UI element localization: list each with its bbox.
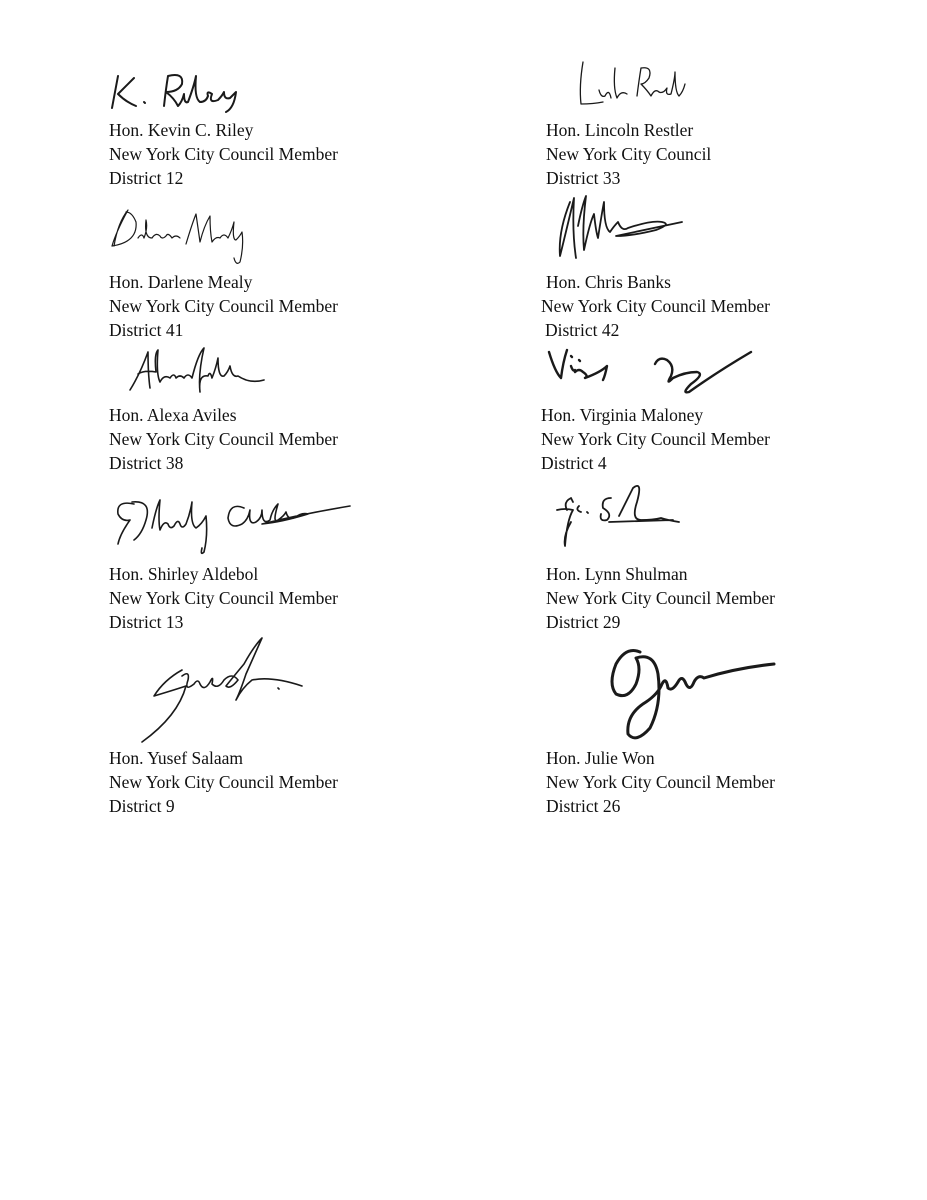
signatory-district: District 29 (546, 612, 621, 632)
signatory-block-2 (546, 118, 711, 190)
signatory-title: New York City Council Member (541, 429, 770, 449)
signatory-name: Hon. Virginia Maloney (541, 405, 704, 425)
signature-aldebol-icon (112, 490, 354, 558)
signature-shulman-icon (553, 480, 685, 550)
signatory-block-8 (546, 562, 775, 634)
signatory-title: New York City Council (546, 144, 712, 164)
signatory-title: New York City Council Member (109, 296, 338, 316)
signatory-district: District 12 (109, 168, 184, 188)
signatory-block-1 (109, 118, 338, 190)
signatory-name: Hon. Chris Banks (546, 272, 671, 292)
signatory-district: District 4 (541, 453, 607, 473)
signature-won-icon (606, 644, 780, 742)
signatory-block-5 (109, 403, 338, 475)
signatory-name: Hon. Yusef Salaam (109, 748, 243, 768)
signatory-block-3 (109, 270, 338, 342)
signatory-name: Hon. Alexa Aviles (109, 405, 237, 425)
signatory-block-10 (546, 746, 775, 818)
signatory-name: Hon. Darlene Mealy (109, 272, 253, 292)
signatory-title: New York City Council Member (109, 144, 338, 164)
signatory-title: New York City Council Member (109, 588, 338, 608)
signatory-block-6 (541, 403, 770, 475)
signature-banks-icon (552, 192, 687, 264)
signatory-name: Hon. Lynn Shulman (546, 564, 688, 584)
signatory-district: District 33 (546, 168, 621, 188)
signatory-block-7 (109, 562, 338, 634)
signatory-name: Hon. Julie Won (546, 748, 655, 768)
signatory-block-9 (109, 746, 338, 818)
signatory-name: Hon. Shirley Aldebol (109, 564, 259, 584)
signature-mealy-icon (108, 202, 253, 268)
signatory-title: New York City Council Member (109, 429, 338, 449)
signature-riley-icon (108, 68, 248, 112)
signatory-district: District 13 (109, 612, 184, 632)
signatory-name: Hon. Kevin C. Riley (109, 120, 254, 140)
signature-salaam-icon (134, 636, 306, 746)
signature-restler-icon (575, 58, 695, 110)
signatory-title: New York City Council Member (541, 296, 770, 316)
signatory-name: Hon. Lincoln Restler (546, 120, 694, 140)
signatory-district: District 26 (546, 796, 621, 816)
signatory-district: District 9 (109, 796, 175, 816)
signature-maloney-icon (545, 342, 757, 398)
signatory-block-4 (541, 270, 770, 342)
signatory-title: New York City Council Member (546, 772, 775, 792)
signature-aviles-icon (126, 344, 271, 398)
signatory-title: New York City Council Member (546, 588, 775, 608)
signatory-district: District 38 (109, 453, 184, 473)
signatory-district: District 42 (545, 320, 620, 340)
signatory-district: District 41 (109, 320, 184, 340)
signatory-title: New York City Council Member (109, 772, 338, 792)
